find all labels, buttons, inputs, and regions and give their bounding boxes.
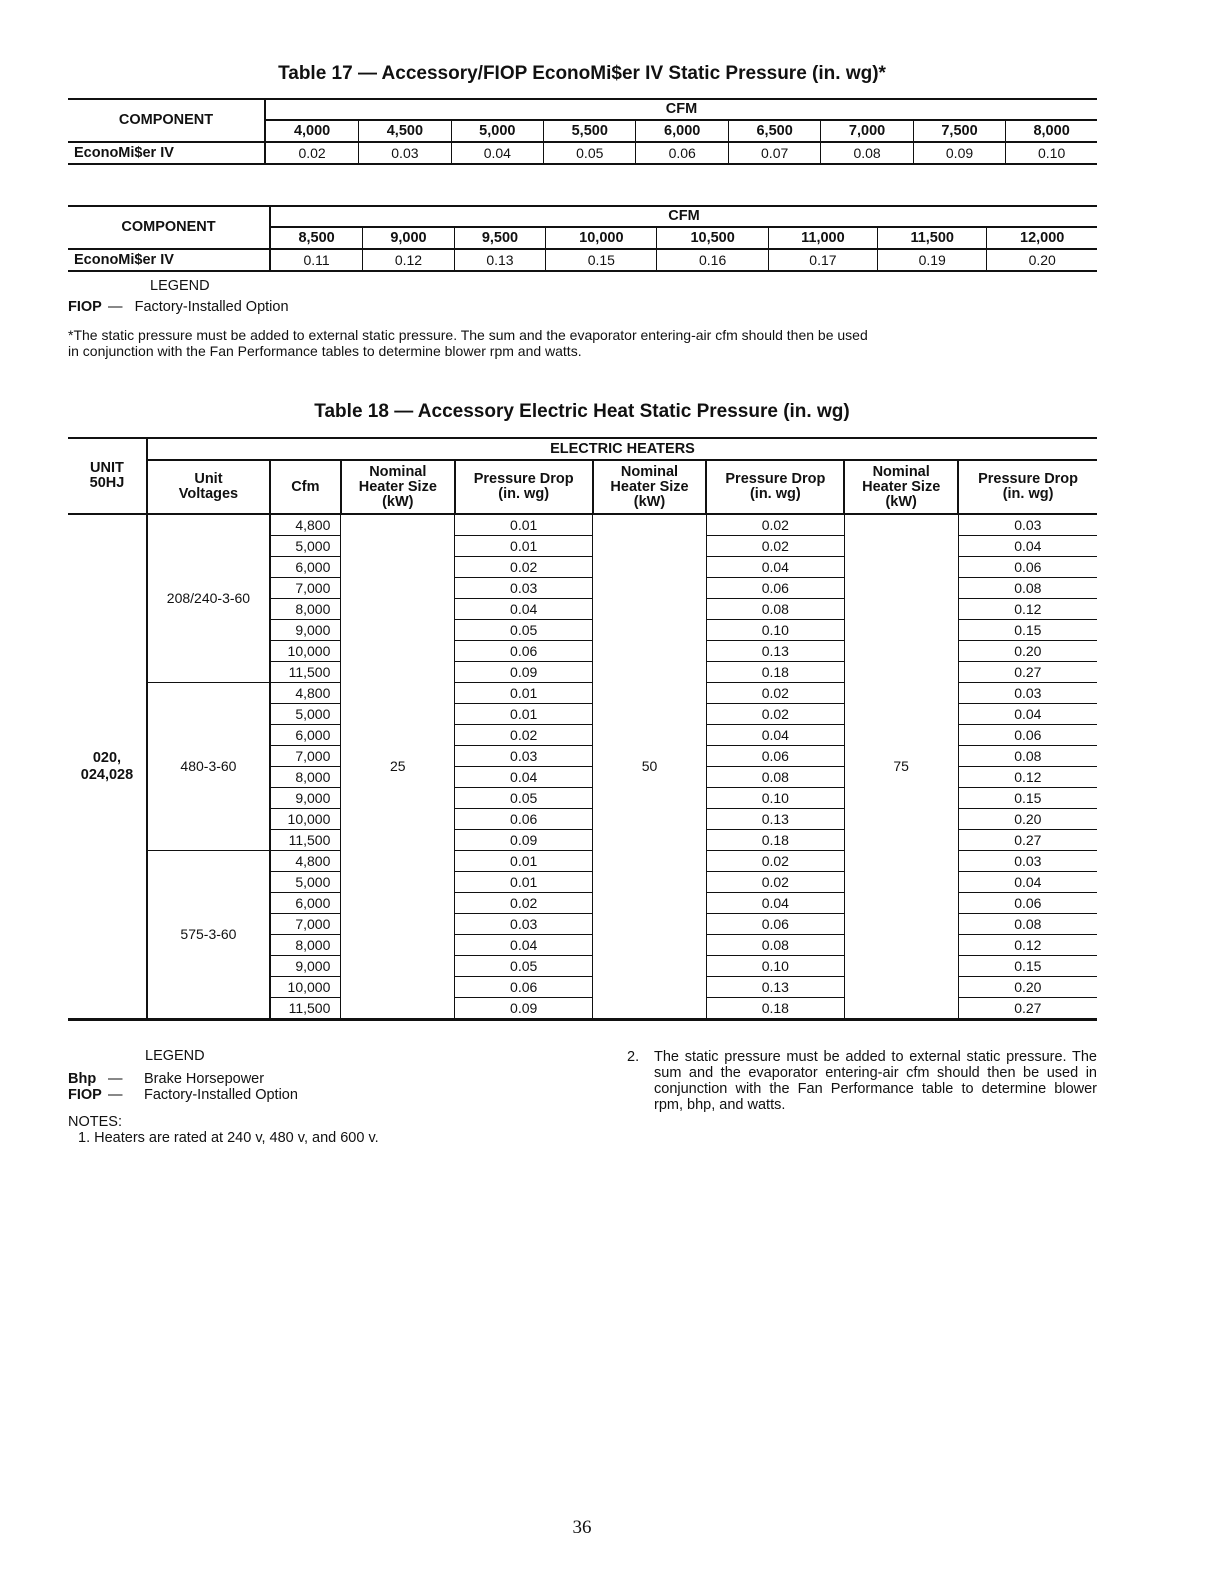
cfm-value: 9,000 (270, 620, 341, 641)
pressure-drop: 0.04 (958, 872, 1097, 893)
cfm-header: CFM (270, 206, 1097, 227)
pressure-drop-header: Pressure Drop (in. wg) (958, 460, 1097, 514)
cfm-value: 6,000 (270, 725, 341, 746)
pressure-value: 0.09 (913, 142, 1005, 164)
legend-text: Factory-Installed Option (144, 1087, 298, 1103)
pressure-drop: 0.04 (706, 725, 844, 746)
pressure-drop: 0.02 (455, 557, 593, 578)
note-2-number: 2. (627, 1049, 640, 1065)
cfm-header: Cfm (270, 460, 341, 514)
table17-footnote: *The static pressure must be added to external static pressure. The sum and the evaporator entering-air cfm should then be used in conjunction with the Fan Performance tables to determine blower rpm and watts. (68, 327, 868, 359)
legend-heading: LEGEND (150, 278, 210, 294)
cfm-value: 11,500 (878, 227, 987, 249)
pressure-drop: 0.09 (455, 998, 593, 1020)
row-label: EconoMi$er IV (68, 142, 265, 164)
pressure-drop: 0.03 (455, 746, 593, 767)
pressure-drop: 0.02 (455, 725, 593, 746)
pressure-drop: 0.10 (706, 788, 844, 809)
pressure-drop: 0.06 (706, 578, 844, 599)
pressure-drop: 0.06 (958, 557, 1097, 578)
pressure-drop: 0.15 (958, 788, 1097, 809)
legend-item (68, 1087, 298, 1103)
pressure-value: 0.07 (728, 142, 820, 164)
cfm-value: 7,000 (270, 578, 341, 599)
legend-abbr: FIOP (68, 1087, 102, 1103)
pressure-value: 0.11 (270, 249, 363, 271)
legend-dash: — (108, 299, 123, 315)
cfm-value: 6,000 (270, 893, 341, 914)
pressure-value: 0.20 (1028, 251, 1056, 268)
pressure-drop: 0.12 (958, 935, 1097, 956)
pressure-value: 0.16 (657, 249, 768, 271)
pressure-drop: 0.03 (958, 683, 1097, 704)
pressure-drop: 0.02 (455, 893, 593, 914)
cfm-value: 11,500 (270, 662, 341, 683)
heater-size: 25 (341, 514, 455, 1020)
cfm-value: 9,000 (270, 956, 341, 977)
cfm-value: 4,500 (359, 120, 451, 142)
cfm-value: 5,500 (544, 120, 636, 142)
pressure-drop: 0.01 (455, 683, 593, 704)
pressure-drop: 0.10 (706, 620, 844, 641)
pressure-value: 0.08 (821, 142, 913, 164)
cfm-value: 10,000 (270, 641, 341, 662)
cfm-value: 10,000 (270, 809, 341, 830)
legend-dash: — (108, 1087, 123, 1103)
pressure-drop: 0.08 (706, 935, 844, 956)
pressure-value: 0.12 (363, 249, 455, 271)
unit-header (68, 438, 147, 514)
pressure-drop: 0.06 (455, 809, 593, 830)
pressure-value: 0.19 (878, 249, 987, 271)
cfm-value: 6,500 (728, 120, 820, 142)
unit-value: 020, 024,028 (68, 514, 147, 1020)
pressure-drop: 0.01 (455, 514, 593, 536)
pressure-drop: 0.05 (455, 956, 593, 977)
nominal-header: Nominal Heater Size (kW) (593, 460, 707, 514)
pressure-drop: 0.05 (455, 620, 593, 641)
pressure-value: 0.06 (636, 142, 728, 164)
pressure-drop: 0.08 (706, 599, 844, 620)
pressure-drop: 0.10 (706, 956, 844, 977)
legend-abbr: FIOP (68, 299, 102, 315)
cfm-value: 10,000 (270, 977, 341, 998)
pressure-drop: 0.02 (706, 514, 844, 536)
pressure-value: 0.05 (544, 142, 636, 164)
pressure-drop: 0.03 (455, 578, 593, 599)
pressure-value: 0.03 (359, 142, 451, 164)
cfm-value: 6,000 (270, 557, 341, 578)
pressure-drop: 0.08 (958, 746, 1097, 767)
unit-voltages-header: Unit Voltages (147, 460, 270, 514)
pressure-drop: 0.04 (958, 704, 1097, 725)
pressure-drop: 0.20 (958, 809, 1097, 830)
nominal-header: Nominal Heater Size (kW) (844, 460, 958, 514)
component-header: COMPONENT (68, 99, 265, 142)
cfm-value: 8,000 (270, 935, 341, 956)
cfm-value: 5,000 (270, 872, 341, 893)
pressure-drop: 0.04 (455, 599, 593, 620)
cfm-value: 8,000 (1006, 120, 1097, 142)
unit-header-text: UNIT 50HJ (89, 460, 125, 491)
pressure-drop: 0.04 (958, 536, 1097, 557)
cfm-value: 5,000 (270, 536, 341, 557)
note-2 (627, 1049, 1097, 1113)
pressure-drop: 0.02 (706, 872, 844, 893)
pressure-drop: 0.27 (1014, 999, 1042, 1016)
pressure-drop: 0.02 (706, 851, 844, 872)
cfm-value: 9,500 (454, 227, 546, 249)
pressure-drop: 0.06 (455, 977, 593, 998)
cfm-value: 10,000 (546, 227, 657, 249)
pressure-drop: 0.02 (706, 536, 844, 557)
pressure-drop: 0.20 (958, 977, 1097, 998)
nominal-header: Nominal Heater Size (kW) (341, 460, 455, 514)
cfm-value: 11,000 (768, 227, 877, 249)
cfm-value: 4,800 (270, 514, 341, 536)
pressure-drop: 0.04 (455, 767, 593, 788)
cfm-value: 8,000 (270, 767, 341, 788)
note-1: 1. Heaters are rated at 240 v, 480 v, and 600 v. (78, 1130, 379, 1146)
pressure-drop: 0.06 (455, 641, 593, 662)
pressure-drop: 0.27 (958, 662, 1097, 683)
cfm-header: CFM (265, 99, 1097, 120)
cfm-value: 7,000 (270, 746, 341, 767)
pressure-drop: 0.13 (706, 641, 844, 662)
cfm-value: 7,500 (913, 120, 1005, 142)
pressure-drop: 0.20 (958, 641, 1097, 662)
pressure-drop-header: Pressure Drop (in. wg) (455, 460, 593, 514)
pressure-drop: 0.09 (455, 830, 593, 851)
pressure-drop: 0.06 (706, 914, 844, 935)
pressure-drop: 0.06 (958, 725, 1097, 746)
table17-part-a (68, 98, 1097, 165)
pressure-value: 0.04 (451, 142, 543, 164)
unit-voltage: 480-3-60 (147, 683, 270, 851)
cfm-value: 8,000 (270, 599, 341, 620)
legend-item (68, 1071, 264, 1087)
table18-title: Table 18 — Accessory Electric Heat Static Pressure (in. wg) (314, 401, 850, 422)
cfm-value: 10,500 (657, 227, 768, 249)
pressure-drop: 0.08 (958, 914, 1097, 935)
legend-abbr: Bhp (68, 1071, 97, 1087)
cfm-value: 5,000 (270, 704, 341, 725)
pressure-drop: 0.06 (958, 893, 1097, 914)
pressure-drop: 0.03 (958, 514, 1097, 536)
pressure-drop: 0.15 (958, 956, 1097, 977)
pressure-drop: 0.18 (706, 662, 844, 683)
pressure-value: 0.10 (1037, 144, 1066, 161)
row-label: EconoMi$er IV (68, 249, 270, 271)
pressure-drop: 0.04 (455, 935, 593, 956)
cfm-value: 5,000 (451, 120, 543, 142)
note-2-text: The static pressure must be added to external static pressure. The sum and the evaporator entering-air cfm should then be used in conjunction with the Fan Performance table to determine blower rpm, bhp, and watts. (654, 1049, 1097, 1113)
economiser-row (68, 249, 1097, 271)
pressure-drop: 0.08 (706, 767, 844, 788)
pressure-drop: 0.03 (958, 851, 1097, 872)
unit-voltage: 208/240-3-60 (147, 514, 270, 683)
pressure-drop: 0.01 (455, 704, 593, 725)
cfm-value: 11,500 (270, 830, 341, 851)
cfm-value: 7,000 (821, 120, 913, 142)
pressure-drop: 0.09 (455, 662, 593, 683)
cfm-value: 4,800 (270, 851, 341, 872)
cfm-value: 6,000 (636, 120, 728, 142)
pressure-drop: 0.18 (706, 998, 844, 1020)
pressure-drop: 0.02 (706, 704, 844, 725)
legend-text: Factory-Installed Option (134, 299, 289, 315)
pressure-value: 0.15 (546, 249, 657, 271)
legend-dash: — (108, 1071, 123, 1087)
pressure-drop: 0.04 (706, 893, 844, 914)
pressure-drop: 0.03 (455, 914, 593, 935)
pressure-drop: 0.01 (455, 872, 593, 893)
pressure-drop: 0.12 (958, 599, 1097, 620)
table17-title: Table 17 — Accessory/FIOP EconoMi$er IV Static Pressure (in. wg)* (278, 63, 886, 84)
heater-size: 75 (844, 514, 958, 1020)
pressure-drop: 0.13 (706, 977, 844, 998)
legend-item (68, 299, 289, 315)
pressure-drop: 0.13 (706, 809, 844, 830)
cfm-value: 7,000 (270, 914, 341, 935)
cfm-value: 4,800 (270, 683, 341, 704)
cfm-value: 12,000 (987, 227, 1097, 249)
unit-voltage: 575-3-60 (147, 851, 270, 1020)
pressure-value: 0.17 (768, 249, 877, 271)
heater-size: 50 (593, 514, 707, 1020)
table18-body (68, 514, 1097, 1020)
pressure-value: 0.13 (454, 249, 546, 271)
table17-part-b (68, 205, 1097, 272)
page-number: 36 (572, 1517, 592, 1538)
pressure-drop-header: Pressure Drop (in. wg) (706, 460, 844, 514)
pressure-drop: 0.27 (958, 830, 1097, 851)
cfm-value: 8,500 (270, 227, 363, 249)
legend-heading: LEGEND (145, 1048, 205, 1064)
cfm-value: 11,500 (270, 998, 341, 1020)
cfm-value: 9,000 (270, 788, 341, 809)
component-header: COMPONENT (68, 206, 270, 249)
pressure-drop: 0.04 (706, 557, 844, 578)
cfm-value: 9,000 (363, 227, 455, 249)
pressure-drop: 0.02 (706, 683, 844, 704)
pressure-drop: 0.01 (455, 536, 593, 557)
legend-text: Brake Horsepower (144, 1071, 265, 1087)
pressure-drop: 0.08 (958, 578, 1097, 599)
notes-heading: NOTES: (68, 1114, 122, 1130)
table-row (68, 514, 1097, 536)
pressure-drop: 0.06 (706, 746, 844, 767)
electric-heaters-header: ELECTRIC HEATERS (147, 438, 1097, 460)
pressure-value: 0.02 (265, 142, 359, 164)
table18 (68, 437, 1097, 1021)
pressure-drop: 0.18 (706, 830, 844, 851)
pressure-drop: 0.05 (455, 788, 593, 809)
pressure-drop: 0.12 (958, 767, 1097, 788)
pressure-drop: 0.15 (958, 620, 1097, 641)
cfm-value: 4,000 (265, 120, 359, 142)
pressure-drop: 0.01 (455, 851, 593, 872)
economiser-row (68, 142, 1097, 164)
